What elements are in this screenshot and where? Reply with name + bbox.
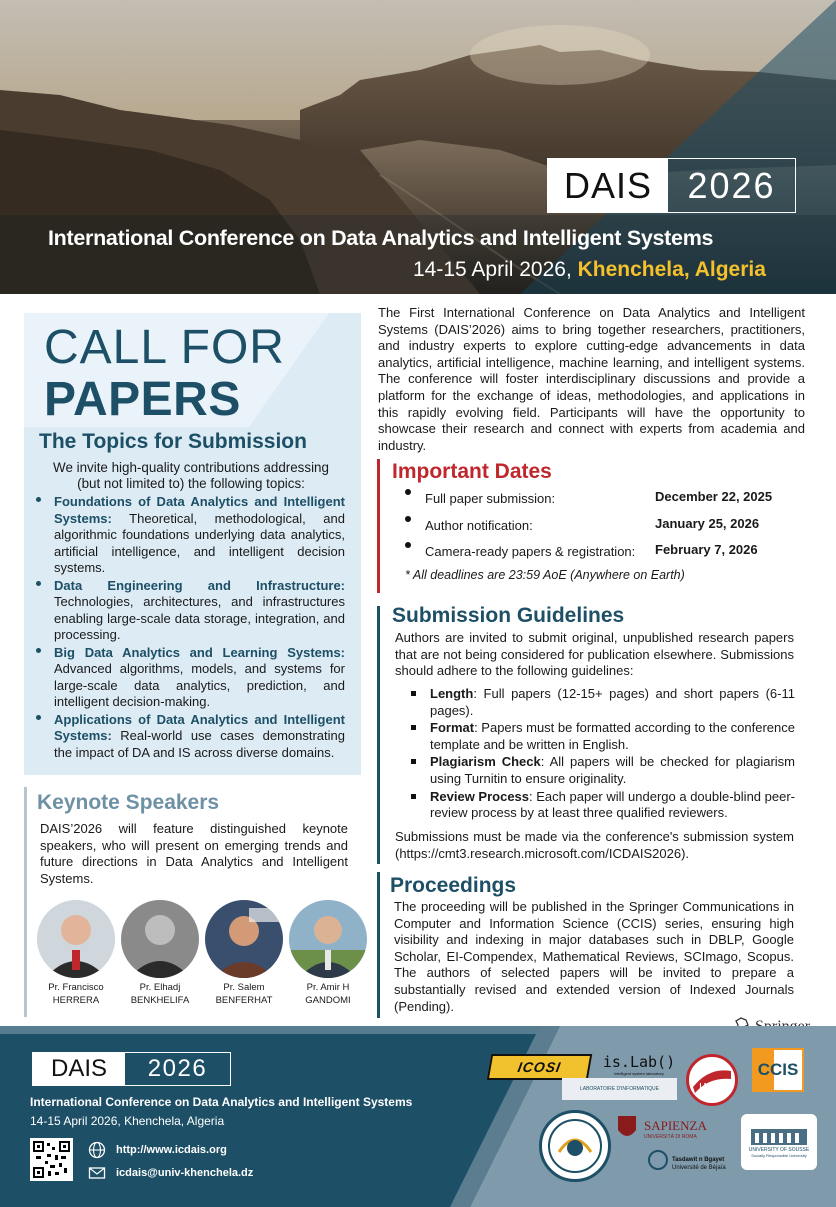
sapienza-subtext: UNIVERSITÀ DI ROMA (644, 1134, 697, 1140)
bullet-icon (405, 542, 411, 548)
website-text: http://www.icdais.org (116, 1144, 227, 1156)
speaker-name: BENKHELIFA (130, 995, 190, 1006)
speaker-card (204, 900, 284, 1007)
date-row (405, 486, 805, 513)
sapienza-emblem (616, 1114, 638, 1142)
qr-code[interactable] (30, 1138, 73, 1181)
topics-intro: We invite high-quality contributions addressing (but not limited to) the following topics: (53, 460, 329, 491)
topic-title: Foundations of Data Analytics and Intelligent Systems: (54, 494, 345, 526)
speaker-title: Pr. Salem (223, 982, 265, 993)
speaker-name: GANDOMI (305, 995, 351, 1006)
guidelines-accent-bar (377, 606, 380, 864)
footer-logo-year: 2026 (147, 1055, 208, 1082)
guideline-item (410, 720, 795, 753)
conference-date: 14-15 April 2026, (413, 258, 578, 281)
ccis-text: CCIS (757, 1060, 799, 1079)
date-row (405, 539, 805, 566)
speaker-photo (205, 900, 283, 978)
conference-intro: The First International Conference on Data Analytics and Intelligent Systems (DAIS’2026) aims to bring together researchers, practitioners, and industry experts to explore cutting-edge advancements in data analytics, artificial intelligence, machine learning, and intelligent systems. The conference will foster interdisciplinary discussions and provide a platform for the exchange of ideas, methodologies, and applications in this rapidly evolving field. Participants will have the opportunity to showcase their research and connect with experts from academia and industry. (378, 305, 805, 453)
deadline-note: * All deadlines are 23:59 AoE (Anywhere on Earth) (405, 568, 685, 582)
footer-website-link[interactable] (88, 1141, 227, 1159)
important-dates-list (405, 486, 805, 566)
keynote-accent-bar (24, 787, 27, 1017)
conference-date-location (413, 258, 766, 282)
conference-location: Khenchela, Algeria (577, 258, 766, 281)
guideline-text: : Papers must be formatted according to the conference template and be written in English. (430, 720, 795, 752)
globe-icon (88, 1141, 106, 1159)
speaker-card (36, 900, 116, 1007)
sousse-subtext: Socially Responsible University (751, 1152, 807, 1158)
topics-list (33, 494, 345, 762)
keynote-heading: Keynote Speakers (37, 791, 220, 814)
date-row (405, 513, 805, 540)
topic-item (33, 712, 345, 762)
topic-item (33, 578, 345, 644)
guideline-title: Length (430, 686, 474, 701)
speaker-title: Pr. Elhadj (139, 982, 181, 993)
islab-logo (600, 1052, 678, 1076)
bejaia-logo (648, 1144, 734, 1178)
cfp-line1: CALL FOR (44, 321, 285, 374)
footer-dais-logo (32, 1052, 231, 1086)
date-label: Full paper submission: (425, 491, 556, 506)
proceedings-heading: Proceedings (390, 874, 517, 897)
university-emblem-logo (539, 1110, 611, 1182)
sapienza-logo (644, 1114, 708, 1144)
footer-logo-dais: DAIS (33, 1053, 125, 1085)
topic-item (33, 494, 345, 577)
islab-subtext: intelligent system laboratory (614, 1070, 664, 1076)
icosi-text: ICOSI (516, 1059, 563, 1075)
guideline-title: Review Process (430, 788, 530, 804)
speaker-photo (37, 900, 115, 978)
date-value: January 25, 2026 (655, 515, 760, 531)
cfp-line2: PAPERS (44, 373, 241, 426)
topic-title: Data Engineering and Infrastructure: (54, 577, 345, 593)
logo-dais-text: DAIS (548, 159, 668, 212)
conference-title: International Conference on Data Analytics and Intelligent Systems (48, 226, 714, 250)
proceedings-accent-bar (377, 872, 380, 1018)
topic-title: Applications of Data Analytics and Intelligent Systems: (54, 711, 345, 743)
guidelines-intro: Authors are invited to submit original, unpublished research papers that are not being considered for publication elsewhere. Submissions should adhere to the following guidelines: (395, 630, 794, 679)
guideline-title: Format (430, 720, 475, 736)
bejaia-subtext: Université de Béjaïa (672, 1165, 726, 1171)
sapienza-text: SAPIENZA (644, 1118, 707, 1133)
islab-text: is.Lab() (602, 1052, 676, 1071)
guideline-item (410, 789, 795, 822)
ccis-logo (752, 1048, 804, 1092)
footer-date: 14-15 April 2026, Khenchela, Algeria (30, 1114, 225, 1128)
guideline-text: : Each paper will undergo a double-blind peer-review process by at least three qualified reviewers. (430, 788, 795, 821)
speaker-card (120, 900, 200, 1007)
topic-text: Theoretical, methodological, and algorithmic foundations underlying data analytics, artificial intelligence, and intelligent decision systems. (54, 510, 345, 575)
topic-text: Real-world use cases demonstrating the impact of DA and IS across diverse domains. (54, 728, 345, 760)
sousse-logo (741, 1114, 817, 1170)
date-label: Camera-ready papers & registration: (425, 544, 636, 559)
laboratory-text: LABORATOIRE D'INFORMATIQUE (579, 1086, 660, 1092)
submission-guidelines-heading: Submission Guidelines (392, 604, 625, 627)
submission-system-text: Submissions must be made via the conference's submission system (https://cmt3.research.microsoft.com/ICDAIS2026). (395, 829, 794, 861)
guideline-item (410, 686, 795, 719)
icosi-logo (487, 1054, 593, 1080)
envelope-icon (88, 1164, 106, 1182)
guideline-text: : Full papers (12-15+ pages) and short papers (6-11 pages). (430, 686, 795, 718)
bejaia-text: Tasdawit n Bgayet (672, 1157, 725, 1163)
logo-year-text: 2026 (687, 164, 776, 206)
laboratory-logo (562, 1078, 677, 1100)
lmars-logo (686, 1054, 738, 1106)
topic-title: Big Data Analytics and Learning Systems: (54, 644, 345, 660)
date-label: Author notification: (425, 517, 533, 533)
speaker-title: Pr. Amir H (306, 982, 350, 993)
speaker-card (288, 900, 368, 1007)
guideline-title: Plagiarism Check (430, 754, 541, 770)
footer-email-link[interactable] (88, 1164, 253, 1182)
speaker-photo (121, 900, 199, 978)
sousse-text: UNIVERSITY OF SOUSSE (748, 1146, 810, 1153)
date-value: February 7, 2026 (655, 542, 758, 557)
guidelines-list (410, 686, 795, 823)
topic-text: Technologies, architectures, and infrastructures enabling large-scale data storage, integration, and processing. (54, 594, 345, 642)
speaker-title: Pr. Francisco (48, 982, 104, 993)
guideline-text: : All papers will be checked for plagiarism using Turnitin to ensure originality. (430, 754, 795, 786)
topic-item (33, 645, 345, 711)
lmars-text: LMARS (699, 1082, 725, 1090)
speaker-name: BENFERHAT (215, 995, 273, 1006)
proceedings-text: The proceeding will be published in the Springer Communications in Computer and Information Science (CCIS) series, ensuring high visibility and indexing in major databases such in DBLP, Google Scholar, EI-Compendex, Mathematical Reviews, SCImago, Scopus. The authors of selected papers will be invited to prepare a substantially revised and extended version of Indexed Journals (Pending). (394, 899, 794, 1014)
dais-logo (547, 158, 796, 213)
speaker-name: HERRERA (52, 995, 100, 1006)
bullet-icon (405, 489, 411, 495)
speaker-photo (289, 900, 367, 978)
email-text: icdais@univ-khenchela.dz (116, 1167, 254, 1179)
guideline-item (410, 754, 795, 787)
topics-heading: The Topics for Submission (39, 430, 307, 453)
speakers-row (36, 900, 370, 1010)
date-value: December 22, 2025 (655, 489, 773, 504)
keynote-text: DAIS’2026 will feature distinguished keynote speakers, who will present on emerging trends and future directions in Data Analytics and Intelligent Systems. (40, 821, 348, 886)
dates-accent-bar (377, 459, 380, 593)
topic-text: Advanced algorithms, models, and systems for large-scale data analytics, prediction, and intelligent decision-making. (54, 661, 345, 709)
important-dates-heading: Important Dates (392, 460, 552, 483)
bullet-icon (405, 516, 411, 522)
footer-title: International Conference on Data Analytics and Intelligent Systems (30, 1095, 413, 1109)
